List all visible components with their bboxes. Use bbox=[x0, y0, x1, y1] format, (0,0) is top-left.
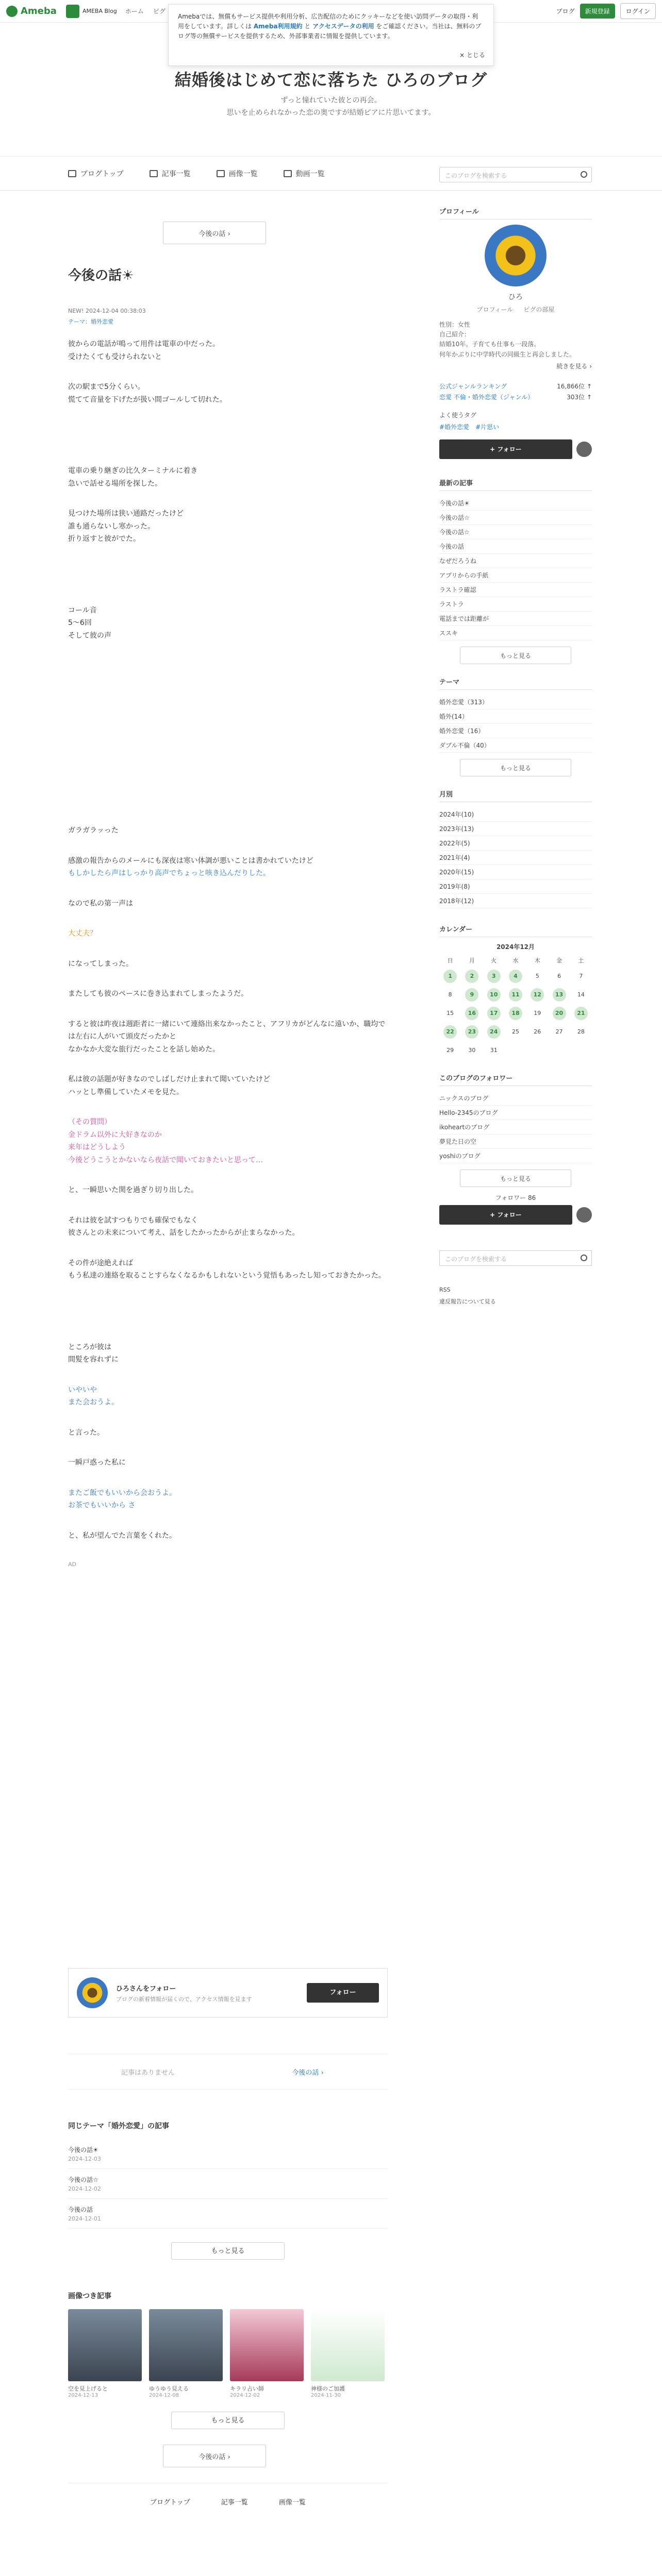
entry-pager bbox=[68, 2054, 388, 2090]
global-nav bbox=[125, 7, 166, 15]
paragraph: 感激の報告からのメールにも深夜は寒い体調が悪いことは書かれていたけど もしかしたら声はしっかり高声でちょっと咳き込んだりした。 bbox=[68, 856, 313, 877]
blog-nav bbox=[0, 157, 662, 191]
calendar-day: 19 bbox=[534, 1009, 541, 1016]
bottom-nav bbox=[68, 2483, 388, 2506]
image-entries-heading: 画像つき記事 bbox=[68, 2292, 111, 2300]
entry-title: 今後の話☀ bbox=[68, 268, 134, 283]
nav-blog-top[interactable]: ブログトップ bbox=[68, 168, 124, 179]
avatar[interactable] bbox=[485, 225, 547, 286]
recent-heading: 最新の記事 bbox=[439, 478, 592, 491]
recent-item[interactable]: アプリからの手紙 bbox=[439, 568, 592, 583]
recent-item[interactable]: 今後の話☆ bbox=[439, 525, 592, 539]
image-entry[interactable]: キラリ占い師 2024-12-02 bbox=[230, 2309, 304, 2398]
blog-description: ずっと憧れていた彼との再会。 思いを止められなかった恋の奥ですが結婚ピアに片思いてます。 bbox=[226, 96, 436, 117]
profile-more-link[interactable]: 続きを見る › bbox=[556, 362, 592, 370]
related-item[interactable]: 今後の話 2024-12-01 bbox=[68, 2199, 388, 2229]
calendar-day[interactable]: 18 bbox=[509, 1007, 522, 1020]
thumbnail bbox=[149, 2309, 223, 2381]
nav-image-list[interactable]: 画像一覧 bbox=[278, 2499, 306, 2506]
paragraph: コール音 5〜6回 そして彼の声 bbox=[68, 606, 111, 640]
image-more-button[interactable]: もっと見る bbox=[171, 2412, 285, 2429]
follower-count: フォロワー 86 bbox=[495, 1194, 536, 1201]
paragraph: 一瞬戸惑った私に bbox=[68, 1459, 126, 1467]
calendar-day[interactable]: 10 bbox=[487, 988, 501, 1002]
profile-heading: プロフィール bbox=[439, 206, 592, 219]
paragraph: と、一瞬思いた関を過ぎり切り出した。 bbox=[68, 1186, 198, 1194]
ad-label: AD bbox=[68, 1561, 76, 1568]
global-actions bbox=[556, 3, 656, 19]
theme-item[interactable]: 婚外恋愛（16） bbox=[439, 724, 592, 738]
calendar-day[interactable]: 2 bbox=[465, 970, 478, 983]
calendar-day: 7 bbox=[579, 972, 583, 979]
recent-item[interactable]: 今後の話 bbox=[439, 539, 592, 554]
paragraph: またご飯でもいいから会おうよ。 お茶でもいいから さ bbox=[68, 1488, 176, 1510]
following-more-button[interactable]: もっと見る bbox=[460, 1170, 571, 1187]
related-heading: 同じテーマ「婚外恋愛」の記事 bbox=[68, 2122, 169, 2130]
recent-item[interactable]: 今後の話☆ bbox=[439, 511, 592, 525]
theme-item[interactable]: 婚外恋愛（313） bbox=[439, 695, 592, 709]
thumbnail bbox=[311, 2309, 385, 2381]
calendar-heading: カレンダー bbox=[439, 924, 592, 937]
access-data-link[interactable]: アクセスデータの利用 bbox=[312, 23, 374, 30]
entry-list-icon bbox=[150, 170, 158, 177]
entry-body bbox=[68, 338, 388, 1569]
calendar-day[interactable]: 4 bbox=[509, 970, 522, 983]
paragraph: 私は彼の話題が好きなのでしばしだけ止まれて聞いていたけど ハッとし準備していたメモを見た。 bbox=[68, 1075, 270, 1096]
calendar-day[interactable]: 13 bbox=[553, 988, 566, 1002]
paragraph: と言った。 bbox=[68, 1428, 104, 1437]
paragraph: それは彼を試すつもりでも確保でもなく 彼さんとの未来について考え、話をしたかったからが止まらなかった。 bbox=[68, 1216, 300, 1237]
image-entry[interactable]: 空を見上げると 2024-12-13 bbox=[68, 2309, 142, 2398]
tag-link[interactable]: #片思い bbox=[475, 423, 500, 431]
related-more-button[interactable]: もっと見る bbox=[171, 2242, 285, 2260]
next-entry-button-bottom[interactable]: 今後の話 › bbox=[163, 2445, 266, 2467]
archive-item[interactable]: 2024年(10) bbox=[439, 807, 592, 822]
notice-close-button[interactable]: × とじる bbox=[459, 51, 485, 59]
paragraph: ガラガラッった bbox=[68, 826, 119, 835]
next-entry-link[interactable]: 今後の話 › bbox=[292, 2069, 324, 2077]
paragraph: （その質問） 金ドラム以外に大好きなのか 来年はどうしよう 今後どうこうとかないなら夜話で聞いておきたいと思って… bbox=[68, 1118, 263, 1164]
more-options-icon[interactable] bbox=[576, 442, 592, 457]
paragraph: いやいや また会おうよ。 bbox=[68, 1385, 119, 1406]
signup-button[interactable]: 新規登録 bbox=[580, 4, 615, 19]
calendar-day: 30 bbox=[468, 1046, 476, 1054]
related-item[interactable]: 今後の話☆ 2024-12-02 bbox=[68, 2169, 388, 2199]
cookie-notice: Amebaでは、無償もサービス提供や利用分析、広告配信のためにクッキーなどを使い訪問データの取得・利用をしています。詳しくは Ameba利用規約 と アクセスデータの利用 をご確認ください。当社は、無料のブログ等の無償サービスを提供するため、外部事業者に情報を提供しています。 × とじる bbox=[168, 4, 494, 66]
calendar-day[interactable]: 21 bbox=[574, 1007, 588, 1020]
thumbnail bbox=[68, 2309, 142, 2381]
recent-more-button[interactable]: もっと見る bbox=[460, 647, 571, 664]
profile-text: 性別：女性 自己紹介： 結婚10年。子育ても仕事も一段落。 何年かぶりに中学時代の同級生と再会しました。 bbox=[439, 321, 576, 358]
blog-link[interactable]: ブログ bbox=[556, 8, 575, 15]
profile-link[interactable]: プロフィール bbox=[476, 306, 514, 313]
paragraph: その件が途絶えれば もう私達の連絡を取ることすらなくなるかもしれないという覚悟もあったし知っておきたかった。 bbox=[68, 1259, 386, 1280]
calendar-day[interactable]: 17 bbox=[487, 1007, 501, 1020]
calendar-day[interactable]: 3 bbox=[487, 970, 501, 983]
archive-item[interactable]: 2019年(8) bbox=[439, 879, 592, 894]
paragraph: 彼からの電話が鳴って用件は電車の中だった。 受けたくても受けられないと bbox=[68, 340, 220, 361]
paragraph: 電車の乗り継ぎの比久ターミナルに着き 急いで話せる場所を探した。 bbox=[68, 467, 198, 488]
pigg-room-link[interactable]: ピグの部屋 bbox=[523, 306, 555, 313]
recent-item[interactable]: ラストラ確認 bbox=[439, 583, 592, 597]
theme-more-button[interactable]: もっと見る bbox=[460, 759, 571, 776]
follow-row bbox=[439, 439, 592, 459]
calendar-day[interactable]: 20 bbox=[553, 1007, 566, 1020]
ameba-blog-icon bbox=[66, 5, 79, 18]
paragraph: なので私の第一声は bbox=[68, 899, 133, 908]
ranking-row[interactable]: 公式ジャンルランキング 16,866位 ↑ bbox=[439, 382, 592, 390]
ameba-blog-logo[interactable]: AMEBA Blog bbox=[66, 5, 117, 18]
image-entry[interactable]: ゆうゆう見える 2024-12-08 bbox=[149, 2309, 223, 2398]
calendar-day: 26 bbox=[534, 1028, 541, 1035]
entry-main bbox=[68, 191, 388, 1587]
paragraph: 大丈夫？ bbox=[68, 929, 97, 938]
sidebar bbox=[439, 206, 592, 1306]
follow-row-bottom bbox=[439, 1205, 592, 1225]
paragraph: 見つけた場所は狭い通路だったけど 誰も通らないし寒かった。 折り返すと彼がでた。 bbox=[68, 510, 184, 543]
recent-list bbox=[439, 496, 592, 640]
entry-theme-link[interactable]: テーマ：婚外恋愛 bbox=[68, 318, 113, 325]
recent-item[interactable]: ラストラ bbox=[439, 597, 592, 612]
ameba-logo-icon bbox=[6, 6, 18, 17]
ameba-logo[interactable]: Ameba bbox=[6, 6, 57, 17]
ranking-row[interactable]: 恋愛 不倫・婚外恋愛（ジャンル） 303位 ↑ bbox=[439, 393, 592, 401]
more-options-icon[interactable] bbox=[576, 1207, 592, 1223]
nav-entry-list[interactable]: 記事一覧 bbox=[221, 2499, 248, 2506]
calendar-day[interactable]: 12 bbox=[531, 988, 544, 1002]
paragraph: ところが彼は 間髪を容れずに bbox=[68, 1343, 119, 1364]
archive-item[interactable]: 2020年(15) bbox=[439, 865, 592, 879]
terms-link[interactable]: Ameba利用規約 bbox=[253, 23, 303, 30]
calendar-day: 29 bbox=[446, 1046, 454, 1054]
theme-item[interactable]: 婚外(14） bbox=[439, 709, 592, 724]
following-item[interactable]: yoshiのブログ bbox=[439, 1149, 592, 1163]
recent-item[interactable]: なぜだろうね bbox=[439, 554, 592, 568]
profile-name[interactable]: ひろ bbox=[508, 293, 523, 301]
blog-title[interactable]: 結婚後はじめて恋に落ちた ひろのブログ bbox=[174, 70, 488, 90]
paragraph: またしても彼のペースに巻き込まれてしまったようだ。 bbox=[68, 990, 249, 998]
profile-tabs bbox=[439, 305, 592, 314]
nav-image-list[interactable]: 画像一覧 bbox=[217, 168, 258, 179]
nav-pigg[interactable]: ピグ bbox=[153, 8, 166, 15]
login-button[interactable]: ログイン bbox=[620, 3, 656, 19]
follow-button[interactable]: + フォロー bbox=[439, 439, 572, 459]
calendar-day[interactable]: 24 bbox=[487, 1025, 501, 1039]
following-item[interactable]: ニックスのブログ bbox=[439, 1091, 592, 1106]
following-item[interactable]: ikoheartのブログ bbox=[439, 1120, 592, 1134]
thumbnail bbox=[230, 2309, 304, 2381]
calendar-day[interactable]: 1 bbox=[443, 970, 457, 983]
archive-heading: 月別 bbox=[439, 789, 592, 802]
paragraph: 次の駅まで5分くらい。 慌てて音量を下げたが扱い間ゴールして切れた。 bbox=[68, 383, 227, 404]
archive-item[interactable]: 2021年(4) bbox=[439, 851, 592, 865]
follow-button-bottom[interactable]: + フォロー bbox=[439, 1205, 572, 1225]
rss-link[interactable]: RSS bbox=[439, 1286, 451, 1293]
theme-item[interactable]: ダブル不倫（40） bbox=[439, 738, 592, 753]
related-item[interactable]: 今後の話☀ 2024-12-03 bbox=[68, 2139, 388, 2169]
search-icon[interactable] bbox=[581, 1255, 587, 1261]
calendar-grid: 日 月 火 水 木 金 土 1 2 3 4 5 6 7 8 9 10 11 12 13 14 15 16 17 18 19 20 21 22 23 24 25 26 27 28 29 30 31 bbox=[439, 956, 592, 1057]
video-list-icon bbox=[284, 170, 292, 177]
follow-card: ひろさんをフォロー ブログの新着情報が届くので、アクセス情報を見ます フォロー bbox=[68, 1968, 388, 2018]
calendar-day[interactable]: 16 bbox=[465, 1007, 478, 1020]
calendar-day[interactable]: 9 bbox=[465, 988, 478, 1002]
calendar-day: 28 bbox=[577, 1028, 585, 1035]
theme-list bbox=[439, 695, 592, 753]
paragraph: になってしまった。 bbox=[68, 959, 133, 968]
calendar-day: 31 bbox=[490, 1046, 498, 1054]
entry-date: NEW! 2024-12-04 00:38:03 bbox=[68, 308, 146, 314]
avatar[interactable] bbox=[77, 1977, 108, 2008]
archive-item[interactable]: 2022年(5) bbox=[439, 836, 592, 851]
theme-heading: テーマ bbox=[439, 676, 592, 690]
calendar-day: 6 bbox=[557, 972, 561, 979]
calendar-day: 14 bbox=[577, 991, 585, 998]
calendar-month: 2024年12月 bbox=[496, 943, 535, 951]
nav-blog-top[interactable]: ブログトップ bbox=[150, 2499, 190, 2506]
image-list-icon bbox=[217, 170, 225, 177]
calendar-day: 8 bbox=[448, 991, 452, 998]
next-entry-button[interactable]: 今後の話 › bbox=[163, 222, 266, 244]
recent-item[interactable]: ススキ bbox=[439, 626, 592, 640]
calendar-day: 25 bbox=[511, 1028, 519, 1035]
tag-list bbox=[439, 422, 592, 431]
paragraph: すると彼は昨夜は週距者に一緒にいて連絡出来なかったこと、アフリカがどんなに遠いか、職均では左右に人がいて頭皮だったかと なかなか大変な旅行だったことを話し始めた。 bbox=[68, 1020, 386, 1054]
following-list bbox=[439, 1091, 592, 1163]
tags-heading: よく使うタグ bbox=[439, 411, 477, 419]
blog-search-input[interactable]: このブログを検索する bbox=[439, 167, 592, 182]
search-icon[interactable] bbox=[581, 171, 587, 178]
ranking-box bbox=[439, 382, 592, 401]
recent-item[interactable]: 電話までは距離が bbox=[439, 612, 592, 626]
archive-item[interactable]: 2018年(12) bbox=[439, 894, 592, 908]
calendar-day[interactable]: 22 bbox=[443, 1025, 457, 1039]
archive-item[interactable]: 2023年(13) bbox=[439, 822, 592, 836]
image-entry[interactable]: 神様のご加護 2024-11-30 bbox=[311, 2309, 385, 2398]
calendar-day: 5 bbox=[535, 972, 539, 979]
report-link[interactable]: 違反報告について見る bbox=[439, 1298, 496, 1305]
tag-link[interactable]: #婚外恋愛 bbox=[439, 423, 470, 431]
nav-video-list[interactable]: 動画一覧 bbox=[284, 168, 325, 179]
prev-entry: 記事はありません bbox=[121, 2069, 175, 2077]
entry-footer bbox=[68, 1947, 388, 2506]
follow-card-button[interactable]: フォロー bbox=[307, 1983, 379, 2003]
image-entries bbox=[68, 2309, 388, 2398]
calendar-day: 15 bbox=[446, 1009, 454, 1016]
calendar-day: 27 bbox=[555, 1028, 563, 1035]
calendar-day[interactable]: 11 bbox=[509, 988, 522, 1002]
following-item[interactable]: Hello-2345のブログ bbox=[439, 1106, 592, 1120]
recent-item[interactable]: 今後の話☀ bbox=[439, 496, 592, 511]
nav-entry-list[interactable]: 記事一覧 bbox=[150, 168, 191, 179]
following-item[interactable]: 夢見た日の空 bbox=[439, 1134, 592, 1149]
archive-list bbox=[439, 807, 592, 908]
following-heading: このブログのフォロワー bbox=[439, 1073, 592, 1086]
paragraph: と、私が望んでた言葉をくれた。 bbox=[68, 1531, 176, 1540]
sidebar-search-input[interactable]: このブログを検索する bbox=[439, 1250, 592, 1266]
calendar-day[interactable]: 23 bbox=[465, 1025, 478, 1039]
blog-top-icon bbox=[68, 170, 76, 177]
nav-home[interactable]: ホーム bbox=[125, 8, 144, 15]
